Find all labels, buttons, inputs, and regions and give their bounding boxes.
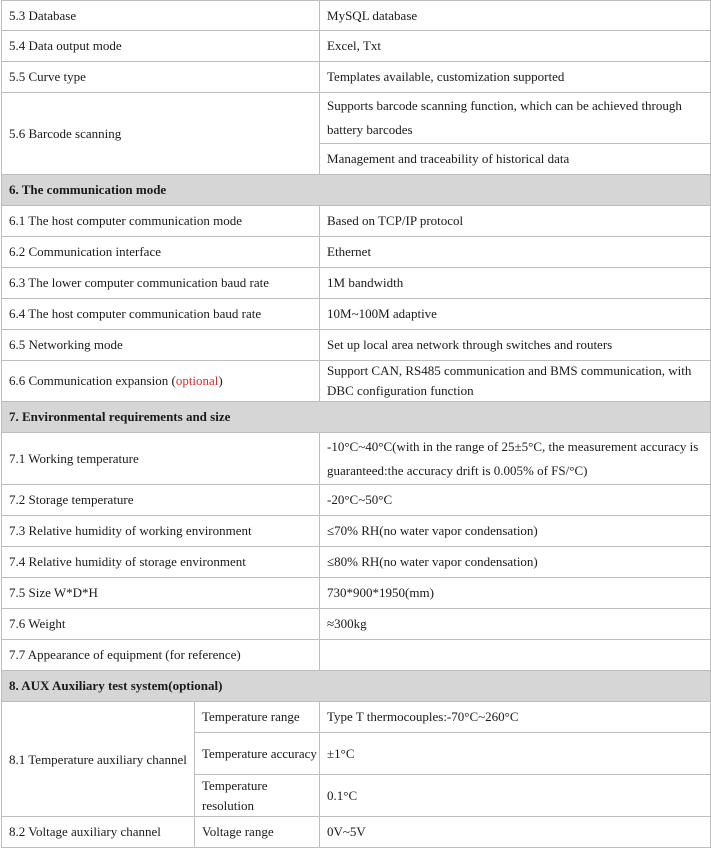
- table-row: [2, 237, 711, 268]
- row-value: ≤70% RH(no water vapor condensation): [320, 516, 711, 547]
- param-name: Temperature resolution: [195, 775, 320, 817]
- table-row: [2, 268, 711, 299]
- table-row: [2, 361, 711, 402]
- row-label: 5.4 Data output mode: [2, 31, 320, 62]
- row-value: 730*900*1950(mm): [320, 578, 711, 609]
- table-row: [2, 330, 711, 361]
- row-value: [320, 640, 711, 671]
- row-value: ≤80% RH(no water vapor condensation): [320, 547, 711, 578]
- row-value: Excel, Txt: [320, 31, 711, 62]
- table-row: [2, 485, 711, 516]
- row-value: MySQL database: [320, 1, 711, 31]
- row-value: 1M bandwidth: [320, 268, 711, 299]
- row-label: 5.5 Curve type: [2, 62, 320, 93]
- row-label: 7.3 Relative humidity of working environment: [2, 516, 320, 547]
- row-label: 7.1 Working temperature: [2, 433, 320, 485]
- row-label: 5.6 Barcode scanning: [2, 93, 320, 175]
- table-row: [2, 31, 711, 62]
- row-value: ≈300kg: [320, 609, 711, 640]
- section-header: [2, 402, 711, 433]
- param-value: ±1°C: [320, 733, 711, 775]
- table-row: [2, 433, 711, 485]
- row-label: [2, 361, 320, 402]
- row-label: 6.3 The lower computer communication baud rate: [2, 268, 320, 299]
- param-value: Type T thermocouples:-70°C~260°C: [320, 702, 711, 733]
- param-name: Voltage range: [195, 817, 320, 848]
- row-value: Support CAN, RS485 communication and BMS communication, with DBC configuration function: [320, 361, 711, 402]
- row-label: 8.2 Voltage auxiliary channel: [2, 817, 195, 848]
- param-value: 0.1°C: [320, 775, 711, 817]
- section-header: [2, 175, 711, 206]
- row-label: 6.5 Networking mode: [2, 330, 320, 361]
- table-row: [2, 702, 711, 733]
- row-value: Set up local area network through switches and routers: [320, 330, 711, 361]
- row-label: 7.4 Relative humidity of storage environment: [2, 547, 320, 578]
- table-row: [2, 817, 711, 848]
- table-row: [2, 609, 711, 640]
- param-name: Temperature accuracy: [195, 733, 320, 775]
- table-row: [2, 1, 711, 31]
- table-row: [2, 640, 711, 671]
- section-title: 7. Environmental requirements and size: [2, 402, 711, 433]
- row-value: Templates available, customization supported: [320, 62, 711, 93]
- table-row: [2, 299, 711, 330]
- row-value: -10°C~40°C(with in the range of 25±5°C, the measurement accuracy is guaranteed:the accuracy drift is 0.005% of FS/°C): [320, 433, 711, 485]
- table-row: [2, 578, 711, 609]
- row-label: 6.2 Communication interface: [2, 237, 320, 268]
- section-title: 8. AUX Auxiliary test system(optional): [2, 671, 711, 702]
- row-value: Management and traceability of historical data: [320, 144, 711, 175]
- row-label: 7.6 Weight: [2, 609, 320, 640]
- label-text: 6.6 Communication expansion (: [9, 373, 176, 388]
- row-label: 8.1 Temperature auxiliary channel: [2, 702, 195, 817]
- row-value: Based on TCP/IP protocol: [320, 206, 711, 237]
- table-row: [2, 516, 711, 547]
- section-header: [2, 671, 711, 702]
- optional-tag: optional: [175, 373, 219, 388]
- row-value: Ethernet: [320, 237, 711, 268]
- row-label: 7.7 Appearance of equipment (for reference): [2, 640, 320, 671]
- spec-table: [1, 0, 711, 848]
- param-name: Temperature range: [195, 702, 320, 733]
- row-value: Supports barcode scanning function, which can be achieved through battery barcodes: [320, 93, 711, 144]
- param-value: 0V~5V: [320, 817, 711, 848]
- row-value: 10M~100M adaptive: [320, 299, 711, 330]
- section-title: 6. The communication mode: [2, 175, 711, 206]
- row-value: -20°C~50°C: [320, 485, 711, 516]
- table-row: [2, 206, 711, 237]
- row-label: 6.4 The host computer communication baud rate: [2, 299, 320, 330]
- label-text: ): [218, 373, 223, 388]
- row-label: 7.5 Size W*D*H: [2, 578, 320, 609]
- table-row: [2, 93, 711, 144]
- table-row: [2, 547, 711, 578]
- row-label: 6.1 The host computer communication mode: [2, 206, 320, 237]
- row-label: 5.3 Database: [2, 1, 320, 31]
- table-row: [2, 62, 711, 93]
- row-label: 7.2 Storage temperature: [2, 485, 320, 516]
